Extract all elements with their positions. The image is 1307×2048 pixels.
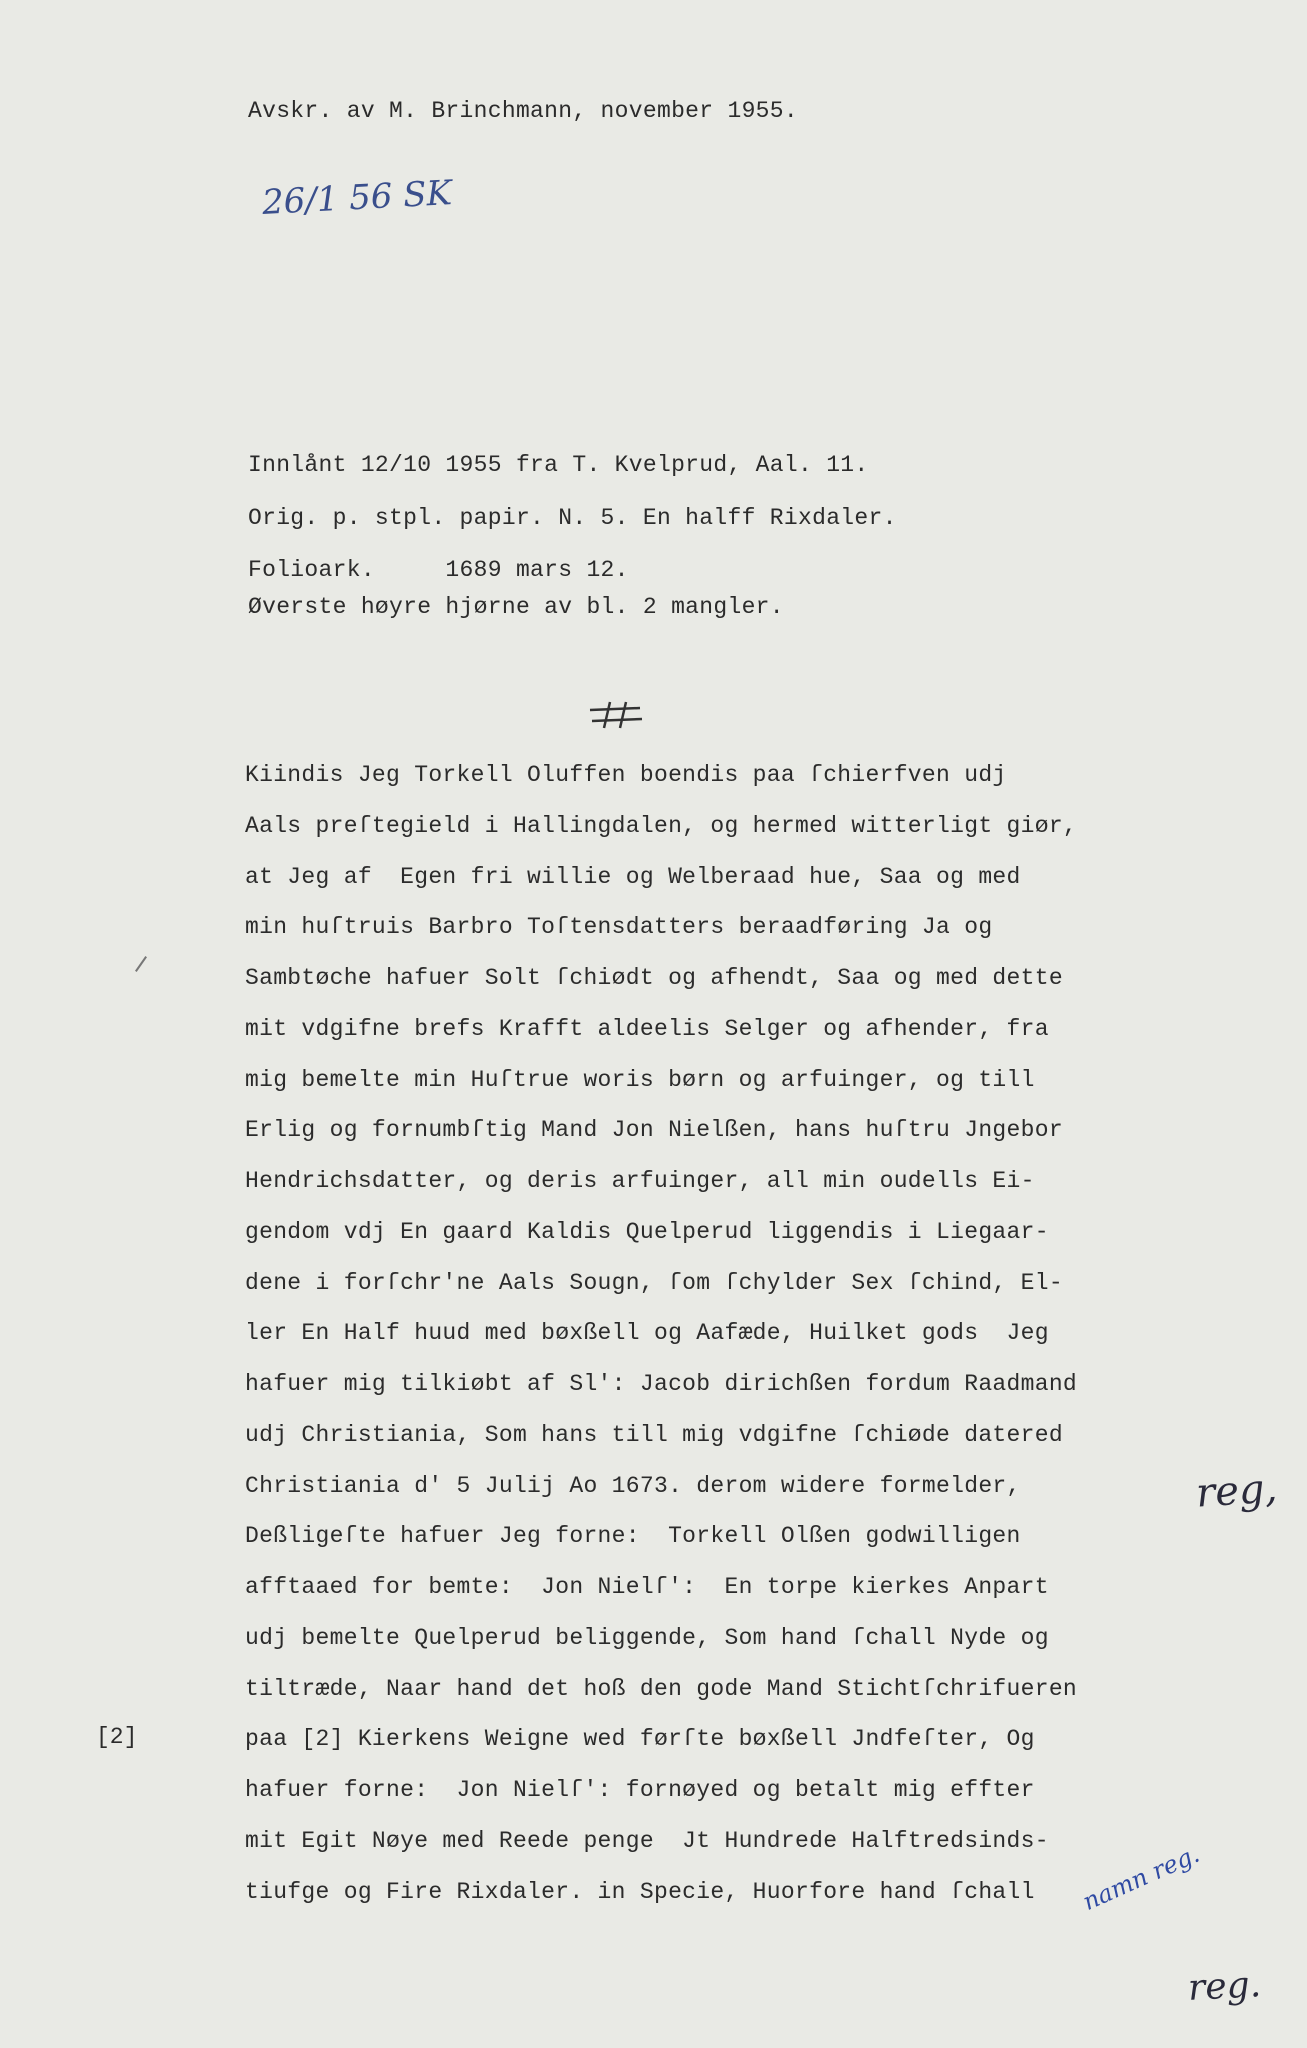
body-line: dene i forſchr'ne Aals Sougn, ſom ſchylder Sex ſchind, El- [245, 1270, 1063, 1296]
body-line: udj Christiania, Som hans till mig vdgifne ſchiøde datered [245, 1422, 1063, 1448]
body-line: afftaaed for bemte: Jon Nielſ': En torpe kierkes Anpart [245, 1574, 1049, 1600]
body-line: at Jeg af Egen fri willie og Welberaad hue, Saa og med [245, 864, 1021, 890]
stray-pen-mark [135, 956, 147, 972]
body-line: hafuer forne: Jon Nielſ': fornøyed og betalt mig effter [245, 1777, 1035, 1803]
body-line: Sambtøche hafuer Solt ſchiødt og afhendt, Saa og med dette [245, 965, 1063, 991]
body-line: Kiindis Jeg Torkell Oluffen boendis paa ſchierfven udj [245, 762, 1007, 788]
date-info: Folioark. 1689 mars 12. [248, 557, 629, 583]
transcription-note: Avskr. av M. Brinchmann, november 1955. [248, 98, 798, 124]
handwritten-namn-reg-note: namn reg. [1078, 1839, 1204, 1916]
body-line: mig bemelte min Huſtrue woris børn og arfuinger, og till [245, 1067, 1035, 1093]
body-line: gendom vdj En gaard Kaldis Quelperud liggendis i Liegaar- [245, 1219, 1049, 1245]
body-line: Hendrichsdatter, og deris arfuinger, all min oudells Ei- [245, 1168, 1035, 1194]
body-line: udj bemelte Quelperud beliggende, Som hand ſchall Nyde og [245, 1625, 1049, 1651]
body-line: Aals preſtegield i Hallingdalen, og hermed witterligt giør, [245, 813, 1078, 839]
body-line: tiltræde, Naar hand det hoß den gode Mand Stichtſchrifueren [245, 1676, 1078, 1702]
body-line: mit vdgifne brefs Krafft aldeelis Selger og afhender, fra [245, 1016, 1049, 1042]
paper-info: Orig. p. stpl. papir. N. 5. En halff Rixdaler. [248, 505, 897, 531]
body-line: Deßligeſte hafuer Jeg forne: Torkell Olßen godwilligen [245, 1523, 1021, 1549]
damage-note: Øverste høyre hjørne av bl. 2 mangler. [248, 594, 784, 620]
body-line: Erlig og fornumbſtig Mand Jon Nielßen, hans huſtru Jngebor [245, 1117, 1063, 1143]
handwritten-reg-note: reg, [1194, 1465, 1279, 1517]
page-marker: [2] [96, 1724, 138, 1750]
body-line: Christiania d' 5 Julij Ao 1673. derom widere formelder, [245, 1473, 1021, 1499]
body-line: mit Egit Nøye med Reede penge Jt Hundrede Halftredsinds- [245, 1828, 1049, 1854]
handwritten-reg-note-2: reg. [1186, 1964, 1263, 2009]
body-line: paa [2] Kierkens Weigne wed førſte bøxßell Jndfeſter, Og [245, 1726, 1035, 1752]
separator-mark [588, 700, 644, 730]
body-line: tiufge og Fire Rixdaler. in Specie, Huorfore hand ſchall [245, 1879, 1035, 1905]
handwritten-date: 26/1 56 SK [261, 173, 453, 223]
body-line: ler En Half huud med bøxßell og Aafæde, Huilket gods Jeg [245, 1320, 1049, 1346]
body-line: min huſtruis Barbro Toſtensdatters beraadføring Ja og [245, 914, 993, 940]
body-line: hafuer mig tilkiøbt af Sl': Jacob dirichßen fordum Raadmand [245, 1371, 1078, 1397]
loan-info: Innlånt 12/10 1955 fra T. Kvelprud, Aal. 11. [248, 452, 869, 478]
